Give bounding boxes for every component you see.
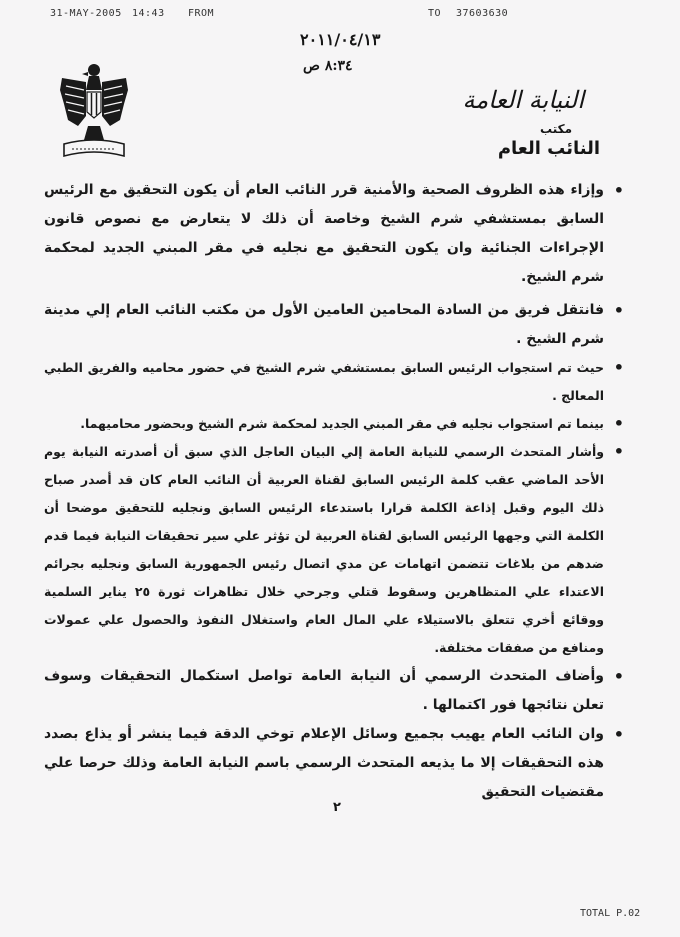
paragraph: • حيث تم استجواب الرئيس السابق بمستشفي شرم الشيخ في حضور محاميه والفريق الطبي المعالج . xyxy=(44,354,624,410)
paragraph: • وأضاف المتحدث الرسمي أن النيابة العامة تواصل استكمال التحقيقات وسوف تعلن نتائجها فور اكتمالها . xyxy=(44,662,624,720)
paragraph: • بينما تم استجواب نجليه في مقر المبني الجديد لمحكمة شرم الشيخ وبحضور محاميهما. xyxy=(44,410,624,438)
paragraph: • وأشار المتحدث الرسمي للنيابة العامة إلي البيان العاجل الذي سبق أن أصدرته النيابة يوم الأحد الماضي عقب كلمة الرئيس السابق لقناة العربية أن النائب العام كان قد أصدر صباح ذلك اليوم وقبل إذاعة الكلمة قرارا باستدعاء الرئيس السابق ونجليه للتحقيق موضحا أن الكلمة التي وجهها الرئيس السابق لقناة العربية لن تؤثر علي سير تحقيقات النيابة فيما قدم ضدهم من بلاغات تتضمن اتهامات عن مدي اتصال رئيس الجمهورية السابق ونجليه بجرائم الاعتداء علي المتظاهرين وسقوط قتلي وجرحي خلال تظاهرات ثورة ٢٥ يناير السلمية ووقائع أخري تتعلق بالاستيلاء علي المال العام واستغلال النفوذ والحصول علي عمولات ومنافع من صفقات مختلفة. xyxy=(44,438,624,662)
fax-from-label: FROM xyxy=(188,8,215,19)
fax-date: 31-MAY-2005 xyxy=(50,8,122,19)
fax-total-pages: TOTAL P.02 xyxy=(580,908,641,919)
fax-to-number: 37603630 xyxy=(456,8,509,19)
office-label: مكتب xyxy=(539,122,572,136)
document-time: ٨:٣٤ ص xyxy=(303,58,353,74)
office-name-logo: النيابة العامة xyxy=(462,86,584,114)
document-date: ٢٠١١/٠٤/١٣ xyxy=(300,30,381,49)
paragraph: • فانتقل فريق من السادة المحامين العامين الأول من مكتب النائب العام إلي مدينة شرم الشيخ . xyxy=(44,296,624,354)
paragraph: • وان النائب العام يهيب بجميع وسائل الإعلام توخي الدقة فيما ينشر أو يذاع بصدد هذه التحقيقات إلا ما يذيعه المتحدث الرسمي باسم النيابة العامة وذلك حرصا علي مقتضيات التحقيق xyxy=(44,720,624,807)
page-number: ٢ xyxy=(333,800,341,815)
eagle-emblem-icon xyxy=(58,60,130,162)
paragraph: • وإزاء هذه الظروف الصحية والأمنية قرر النائب العام أن يكون التحقيق مع الرئيس السابق بمستشفي شرم الشيخ وخاصة أن ذلك لا يتعارض مع نصوص قانون الإجراءات الجنائية وان يكون التحقيق مع نجليه في مقر المبني الجديد لمحكمة شرم الشيخ. xyxy=(44,176,624,292)
fax-to-label: TO xyxy=(428,8,442,19)
letter-body xyxy=(44,176,624,807)
fax-time: 14:43 xyxy=(132,8,165,19)
office-title: النائب العام xyxy=(497,138,600,159)
